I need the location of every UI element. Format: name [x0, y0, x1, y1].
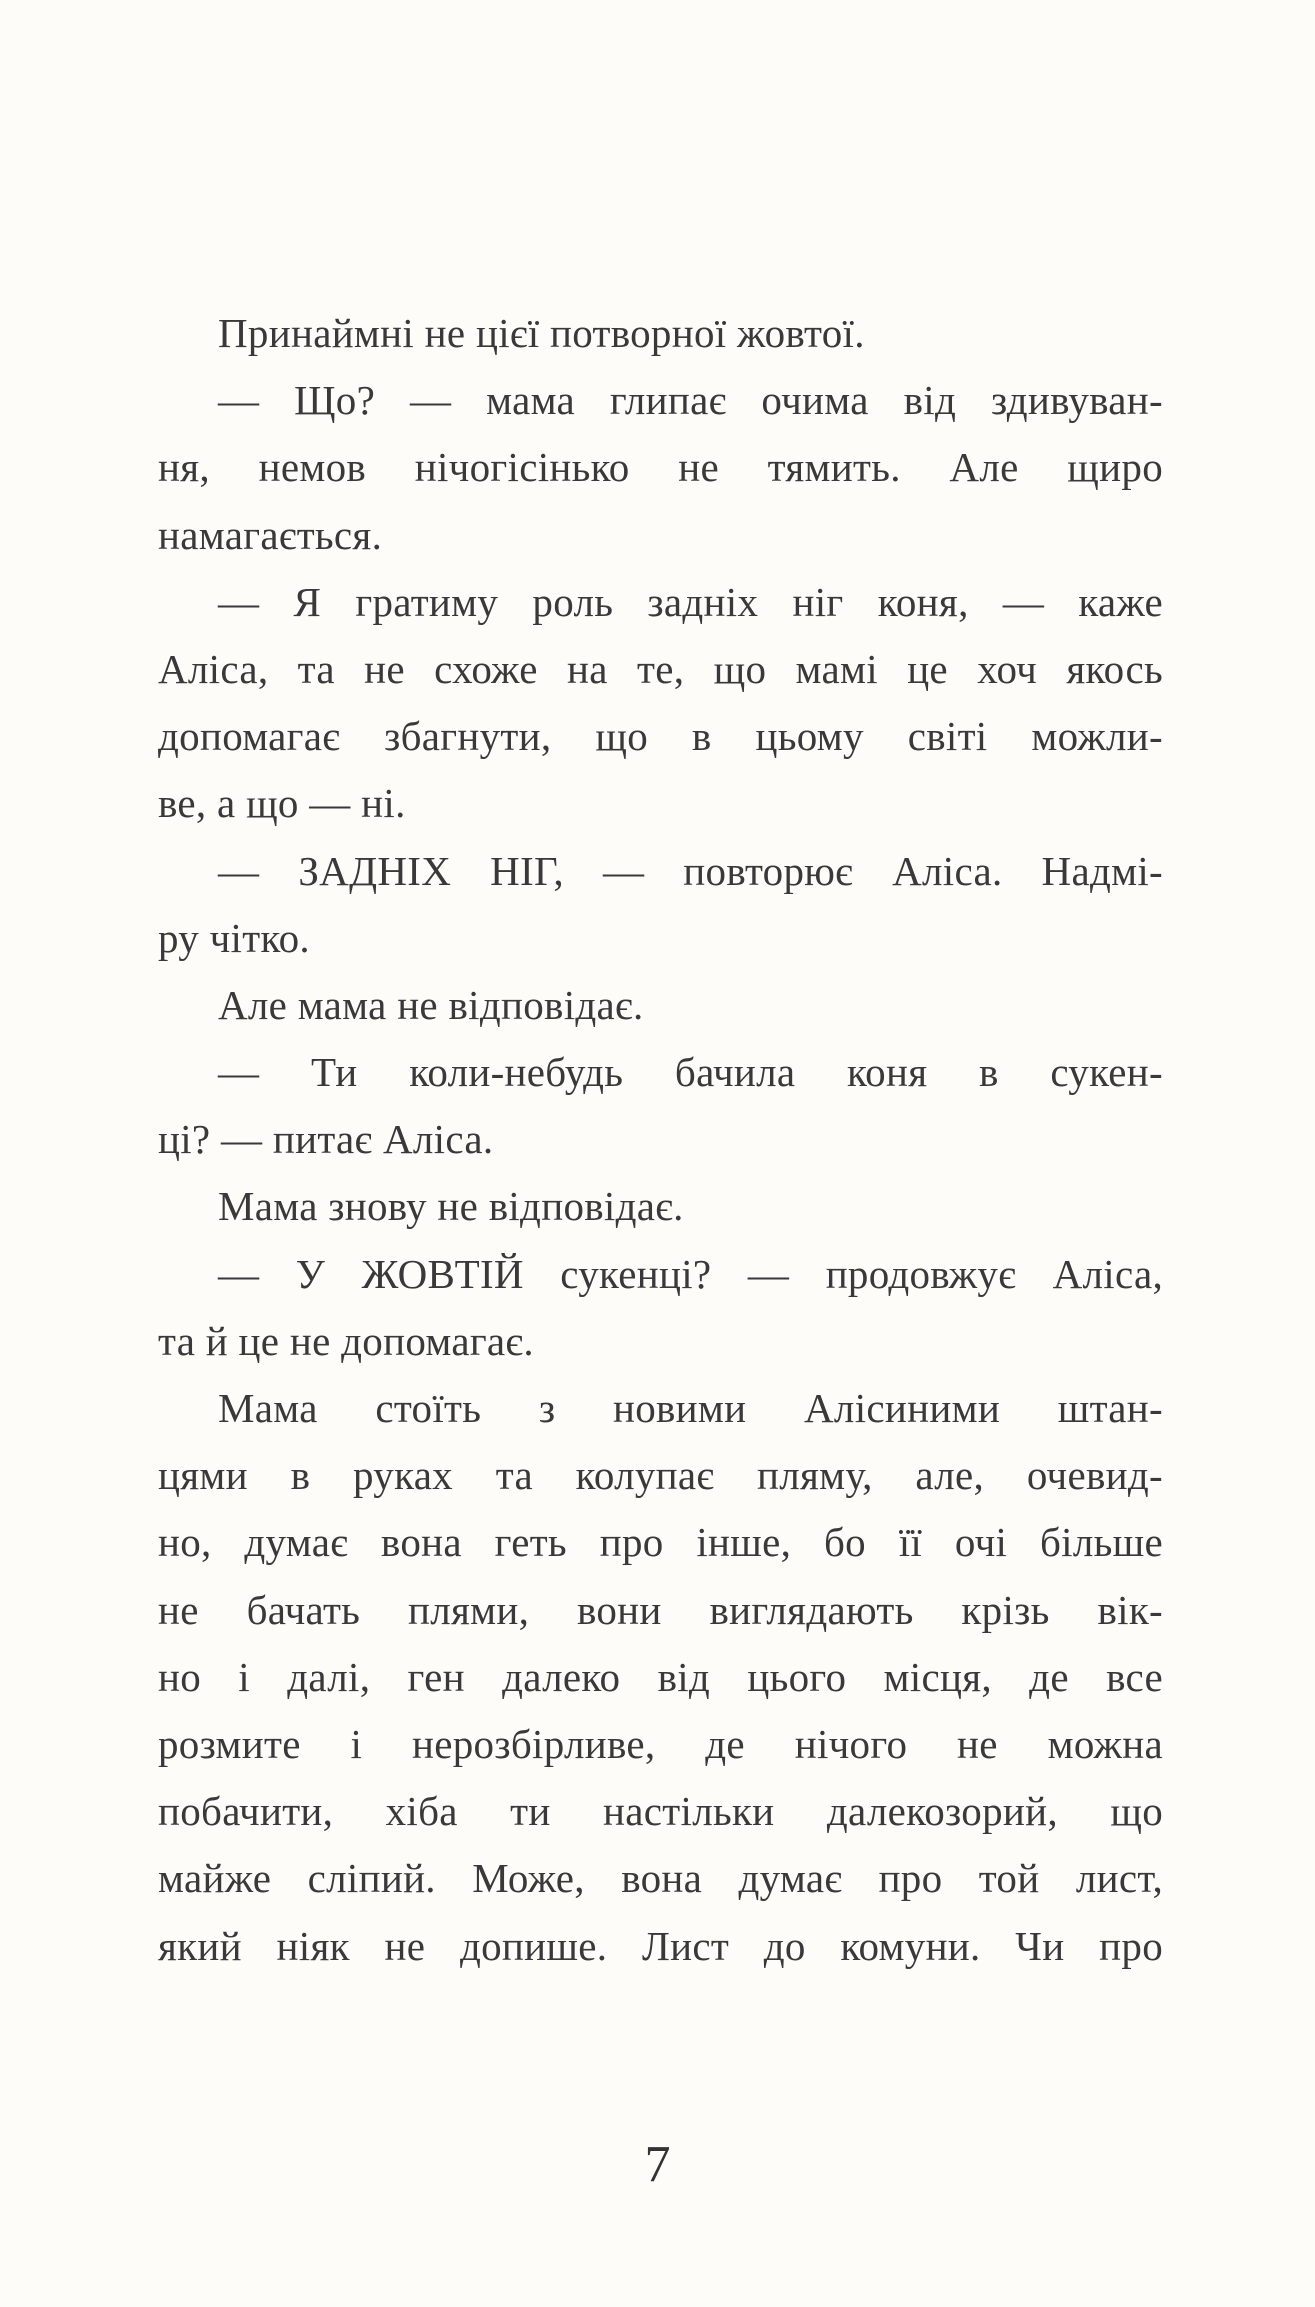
- text-line: розмите і нерозбірливе, де нічого не можна: [158, 1720, 1163, 1767]
- text-line: та й це не допомагає.: [158, 1317, 534, 1364]
- text-line: — Я гратиму роль задніх ніг коня, — каже: [218, 578, 1163, 625]
- text-line: Але мама не відповідає.: [218, 981, 644, 1028]
- text-line: Мама знову не відповідає.: [218, 1183, 684, 1230]
- text-line: — Що? — мама глипає очима від здивуван-: [218, 377, 1163, 424]
- text-line: майже сліпий. Може, вона думає про той лист,: [158, 1855, 1163, 1902]
- body-text: [158, 300, 1163, 1980]
- text-line: — У ЖОВТІЙ сукенці? — продовжує Аліса,: [218, 1250, 1163, 1297]
- text-line: но і далі, ген далеко від цього місця, де все: [158, 1653, 1163, 1700]
- text-line: Принаймні не цієї потворної жовтої.: [218, 310, 865, 356]
- text-line: — Ти коли-небудь бачила коня в сукен-: [218, 1049, 1163, 1096]
- text-line: ня, немов нічогісінько не тямить. Але щиро: [158, 444, 1163, 491]
- text-line: ці? — питає Аліса.: [158, 1116, 494, 1163]
- text-line: ве, а що — ні.: [158, 780, 406, 827]
- text-line: намагається.: [158, 511, 383, 558]
- text-line: Аліса, та не схоже на те, що мамі це хоч якось: [158, 645, 1163, 692]
- text-line: не бачать плями, вони виглядають крізь вік-: [158, 1586, 1163, 1633]
- text-line: — ЗАДНІХ НІГ, — повторює Аліса. Надмі-: [218, 847, 1163, 894]
- text-line: Мама стоїть з новими Алісиними штан-: [218, 1385, 1163, 1431]
- text-line: но, думає вона геть про інше, бо її очі більше: [158, 1519, 1163, 1566]
- text-line: допомагає збагнути, що в цьому світі можли-: [158, 713, 1163, 760]
- text-line: цями в руках та колупає пляму, але, очевид-: [158, 1452, 1163, 1499]
- text-line: який ніяк не допише. Лист до комуни. Чи про: [158, 1922, 1163, 1969]
- text-line: побачити, хіба ти настільки далекозорий, що: [158, 1788, 1163, 1835]
- page-number: 7: [644, 2136, 671, 2193]
- text-line: ру чітко.: [158, 914, 310, 961]
